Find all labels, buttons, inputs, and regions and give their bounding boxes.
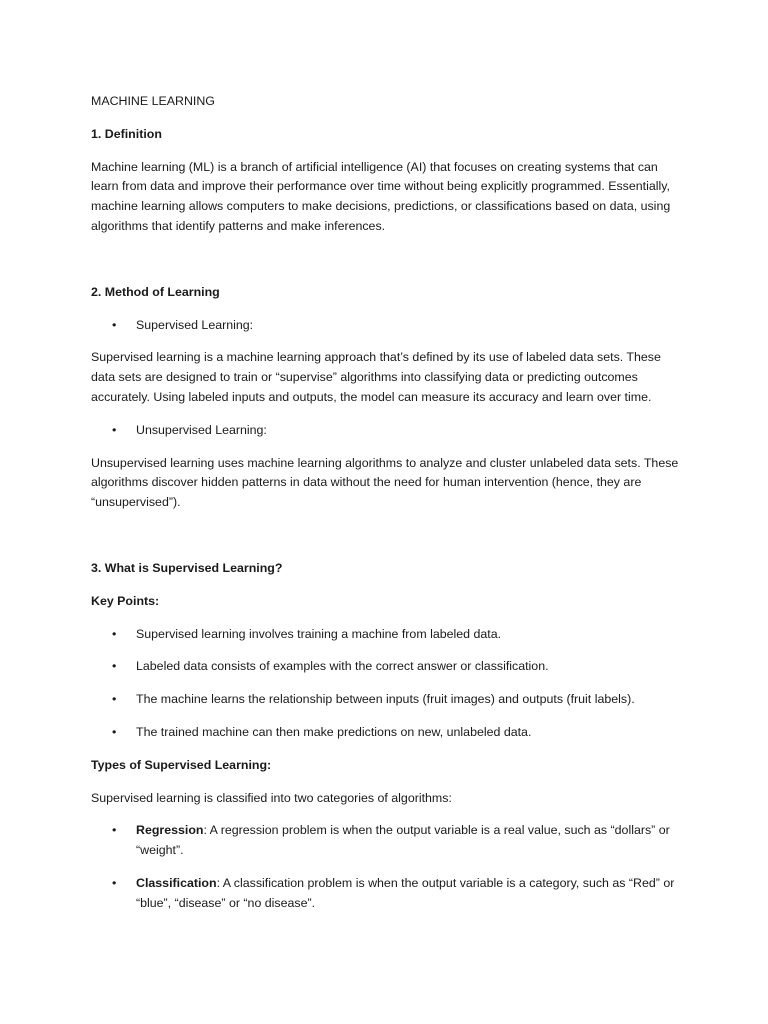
- type-description: : A regression problem is when the output variable is a real value, such as “dollars” or “weight”.: [136, 823, 670, 858]
- bullet-icon: •: [112, 626, 117, 641]
- unsupervised-label: Unsupervised Learning:: [136, 422, 267, 437]
- list-item: [91, 657, 683, 677]
- list-item: [91, 690, 683, 710]
- bullet-icon: •: [112, 692, 117, 707]
- bullet-icon: •: [112, 659, 117, 674]
- method-list-supervised: [91, 316, 683, 336]
- key-points-heading: Key Points:: [91, 593, 160, 608]
- list-item: [91, 821, 683, 861]
- key-point-text: Labeled data consists of examples with the correct answer or classification.: [136, 659, 549, 674]
- type-text: [136, 876, 674, 910]
- bullet-icon: •: [112, 724, 117, 739]
- bullet-icon: •: [112, 823, 117, 838]
- section-definition-heading: 1. Definition: [91, 126, 162, 141]
- unsupervised-paragraph: Unsupervised learning uses machine learning algorithms to analyze and cluster unlabeled data sets. These algorithms discover hidden patterns in data without the need for human intervention (hence, they are “unsupervised”).: [91, 455, 679, 510]
- list-item: [91, 874, 683, 914]
- list-item: [91, 421, 683, 441]
- key-point-text: Supervised learning involves training a machine from labeled data.: [136, 626, 502, 641]
- section-supervised-heading: 3. What is Supervised Learning?: [91, 560, 283, 575]
- method-list-unsupervised: [91, 421, 683, 441]
- type-term: Regression: [136, 823, 204, 838]
- bullet-icon: •: [112, 317, 117, 332]
- list-item: [91, 723, 683, 743]
- key-points-list: [91, 625, 683, 743]
- document-page: [91, 92, 683, 927]
- type-term: Classification: [136, 875, 217, 890]
- supervised-paragraph: Supervised learning is a machine learning approach that’s defined by its use of labeled data sets. These data sets are designed to train or “supervise” algorithms into classifying data or predicting outcomes accurately. Using labeled inputs and outputs, the model can measure its accuracy and learn over time.: [91, 350, 661, 404]
- spacer: [91, 526, 683, 559]
- list-item: [91, 316, 683, 336]
- types-list: [91, 821, 683, 913]
- bullet-icon: •: [112, 875, 117, 890]
- type-description: : A classification problem is when the output variable is a category, such as “Red” or “blue”, “disease” or “no disease”.: [136, 875, 675, 910]
- key-point-text: The trained machine can then make predictions on new, unlabeled data.: [136, 724, 532, 739]
- document-title: MACHINE LEARNING: [91, 94, 215, 108]
- definition-paragraph: Machine learning (ML) is a branch of artificial intelligence (AI) that focuses on creating systems that can learn from data and improve their performance over time without being explicitly programmed. Essentially, machine learning allows computers to make decisions, predictions, or classifications based on data, using algorithms that identify patterns and make inferences.: [91, 159, 671, 233]
- types-intro: Supervised learning is classified into two categories of algorithms:: [91, 790, 452, 805]
- list-item: [91, 625, 683, 645]
- bullet-icon: •: [112, 422, 117, 437]
- type-text: [136, 823, 670, 857]
- types-heading: Types of Supervised Learning:: [91, 757, 272, 772]
- section-method-heading: 2. Method of Learning: [91, 284, 220, 299]
- supervised-label: Supervised Learning:: [136, 317, 254, 332]
- spacer: [91, 250, 683, 283]
- key-point-text: The machine learns the relationship between inputs (fruit images) and outputs (fruit labels).: [136, 692, 635, 707]
